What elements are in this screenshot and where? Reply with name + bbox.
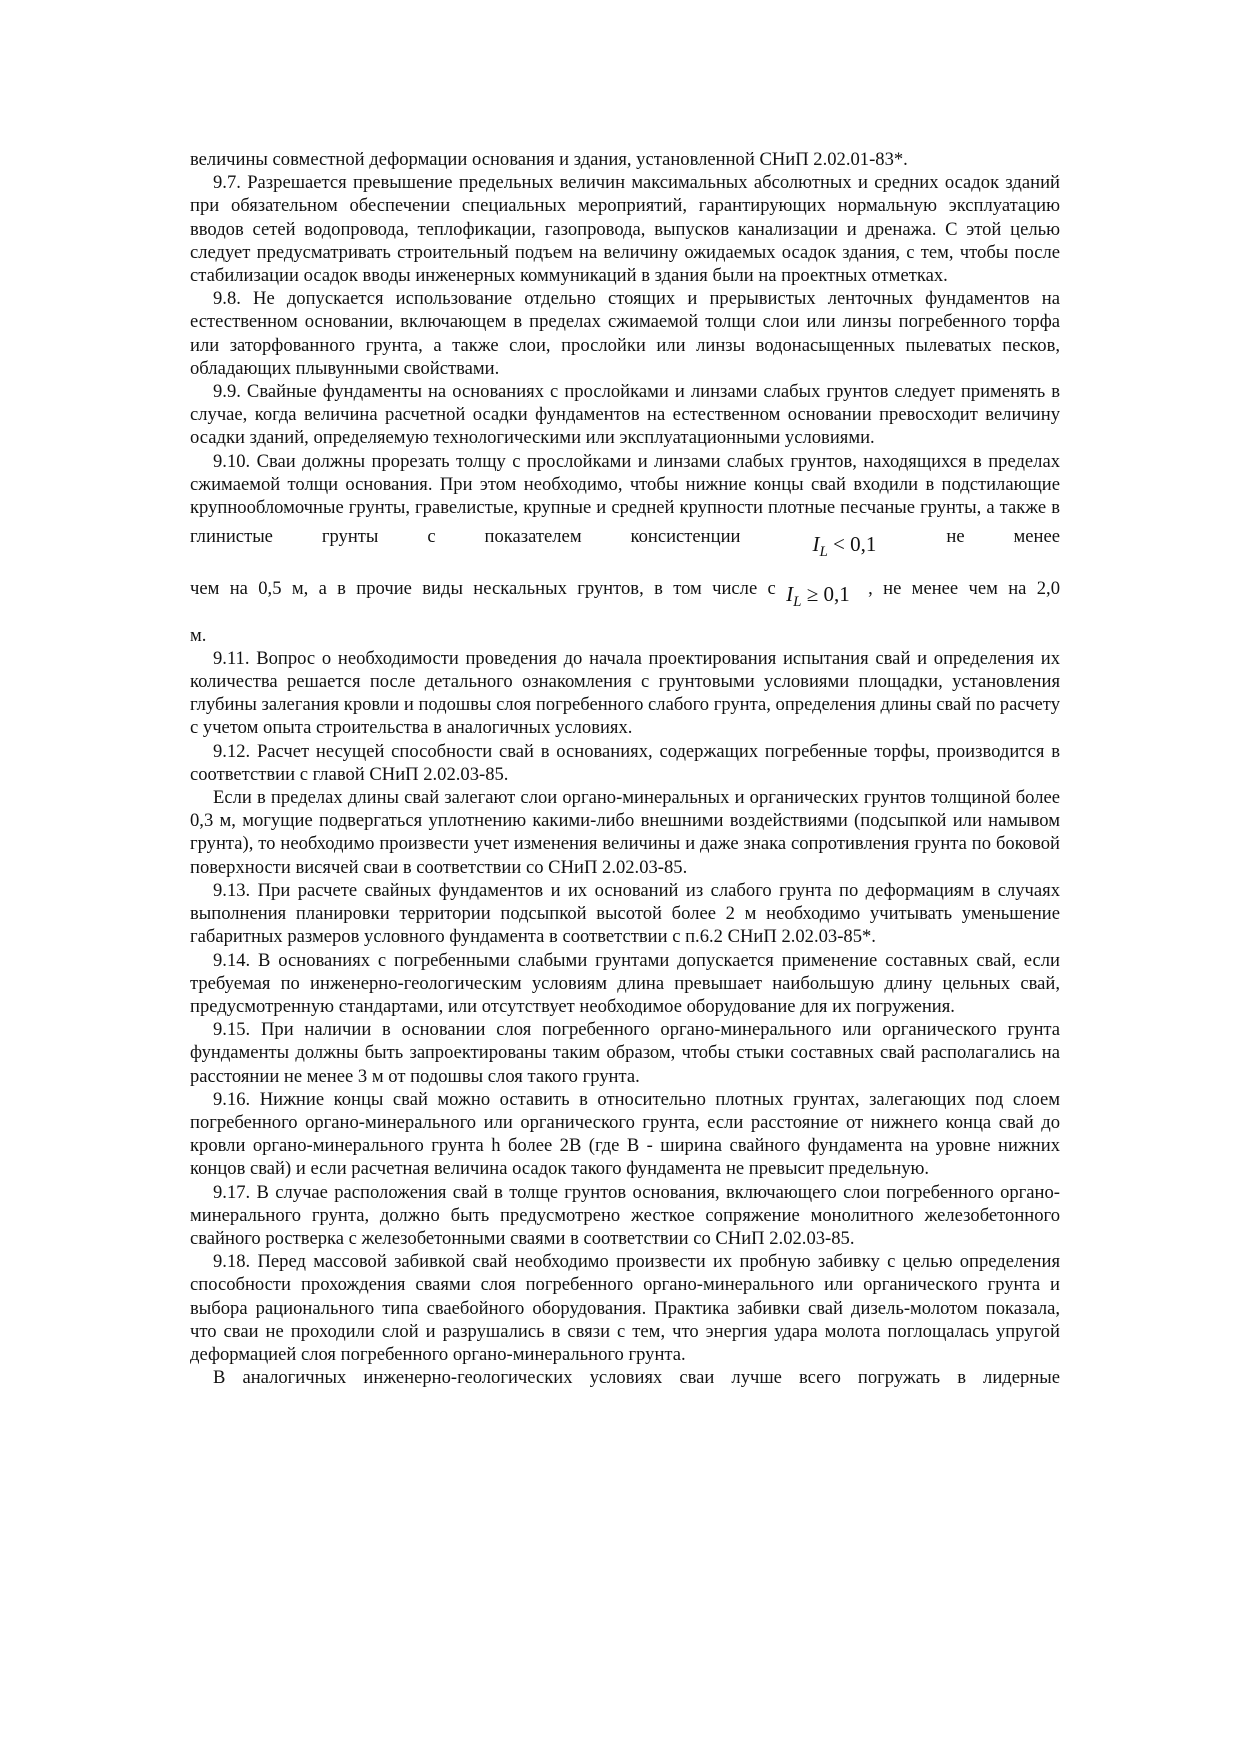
paragraph-9-10 [190, 450, 1060, 561]
paragraph-9-14: 9.14. В основаниях с погребенными слабыми грунтами допускается применение составных свай, если требуемая по инженерно-геологическим условиям длина превышает наибольшую длину цельных свай, предусмотренную стандартами, или отсутствует необходимое оборудование для их погружения. [190, 949, 1060, 1017]
paragraph-9-10-end: м. [190, 624, 207, 646]
formula-op: < [833, 532, 845, 557]
paragraph-9-6-end: величины совместной деформации основания и здания, установленной СНиП 2.02.01-83*. [190, 149, 908, 170]
formula-var: I [786, 582, 794, 607]
formula-il-geq-wrap [786, 571, 868, 611]
paragraph-9-8: 9.8. Не допускается использование отдельно стоящих и прерывистых ленточных фундаментов на естественном основании, включающем в пределах сжимаемой толщи слои или линзы погребенного торфа или заторфованного грунта, а также слои, прослойки или линзы водонасыщенных пылеватых песков, обладающих плывунными свойствами. [190, 288, 1060, 379]
formula-il-geq [786, 583, 850, 614]
paragraph-9-18-b: В аналогичных инженерно-геологических условиях сваи лучше всего погружать в лидерные [213, 1367, 1060, 1389]
document-page [190, 148, 1060, 1389]
formula-il-less-wrap [789, 519, 897, 561]
paragraph-9-12: 9.12. Расчет несущей способности свай в основаниях, содержащих погребенные торфы, производится в соответствии с главой СНиП 2.02.03-85. [190, 740, 1060, 785]
paragraph-9-10-text-3: чем на 0,5 м, а в прочие виды нескальных грунтов, в том числе с [190, 578, 776, 600]
formula-value: 0,1 [850, 532, 877, 557]
formula-op: ≥ [806, 582, 819, 607]
paragraph-9-10-text-1: 9.10. Сваи должны прорезать толщу с прослойками и линзами слабых грунтов, находящихся в пределах сжимаемой толщи основания. При этом необходимо, чтобы нижние концы свай входили в подстилающие крупнообломочные грунты, гравелистые, крупные и средней крупности плотные песчаные грунты, а также в глинистые грунты с показателем консистенции [190, 450, 1060, 548]
paragraph-9-17: 9.17. В случае расположения свай в толще грунтов основания, включающего слои погребенного органо-минерального грунта, должно быть предусмотрено жесткое сопряжение монолитного железобетонного свайного ростверка с железобетонными сваями в соответствии со СНиП 2.02.03-85. [190, 1181, 1060, 1249]
paragraph-9-7: 9.7. Разрешается превышение предельных величин максимальных абсолютных и средних осадок зданий при обязательном обеспечении специальных мероприятий, гарантирующих нормальную эксплуатацию вводов сетей водопровода, теплофикации, газопровода, выпусков канализации и дренажа. С этой целью следует предусматривать строительный подъем на величину ожидаемых осадок здания, с тем, чтобы после стабилизации осадок вводы инженерных коммуникаций в здания были на проектных отметках. [190, 172, 1060, 287]
paragraph-9-9: 9.9. Свайные фундаменты на основаниях с прослойками и линзами слабых грунтов следует применять в случае, когда величина расчетной осадки фундаментов на естественном основании превосходит величину осадки зданий, определяемую технологическими или эксплуатационными условиями. [190, 381, 1060, 449]
formula-sub: L [793, 594, 802, 611]
formula-sub: L [819, 544, 828, 561]
paragraph-9-10-text-2: не менее [946, 526, 1060, 548]
formula-var: I [812, 532, 820, 557]
paragraph-9-15: 9.15. При наличии в основании слоя погребенного органо-минерального или органического грунта фундаменты должны быть запроектированы таким образом, чтобы стыки составных свай располагались на расстоянии не менее 3 м от подошвы слоя такого грунта. [190, 1019, 1060, 1087]
paragraph-9-16: 9.16. Нижние концы свай можно оставить в относительно плотных грунтах, залегающих под слоем погребенного органо-минерального или органического грунта, если расстояние от нижнего конца свай до кровли органо-минерального грунта h более 2В (где В - ширина свайного фундамента на уровне нижних концов свай) и если расчетная величина осадок такого фундамента не превысит предельную. [190, 1088, 1060, 1180]
formula-il-less [789, 533, 876, 564]
paragraph-9-12-b: Если в пределах длины свай залегают слои органо-минеральных и органических грунтов толщиной более 0,3 м, могущие подвергаться уплотнению какими-либо внешними воздействиями (подсыпкой или намывом грунта), то необходимо произвести учет изменения величины и даже знака сопротивления грунта по боковой поверхности висячей сваи в соответствии со СНиП 2.02.03-85. [190, 787, 1060, 878]
paragraph-9-10-text-4: , не менее чем на 2,0 [868, 578, 1060, 600]
paragraph-9-10-cont [190, 571, 1060, 611]
paragraph-9-11: 9.11. Вопрос о необходимости проведения до начала проектирования испытания свай и определения их количества решается после детального ознакомления с грунтовыми условиями площадки, установления глубины залегания кровли и подошвы слоя погребенного слабого грунта, определения длины свай по расчету с учетом опыта строительства в аналогичных условиях. [190, 647, 1060, 739]
paragraph-9-18: 9.18. Перед массовой забивкой свай необходимо произвести их пробную забивку с целью определения способности прохождения сваями слоя погребенного органо-минерального или органического грунта и выбора рационального типа сваебойного оборудования. Практика забивки свай дизель-молотом показала, что сваи не проходили слой и разрушались в связи с тем, что энергия удара молота поглощалась упругой деформацией слоя погребенного органо-минерального грунта. [190, 1251, 1060, 1365]
paragraph-9-13: 9.13. При расчете свайных фундаментов и их оснований из слабого грунта по деформациям в случаях выполнения планировки территории подсыпкой высотой более 2 м необходимо учитывать уменьшение габаритных размеров условного фундамента в соответствии с п.6.2 СНиП 2.02.03-85*. [190, 879, 1060, 948]
formula-value: 0,1 [823, 582, 850, 607]
